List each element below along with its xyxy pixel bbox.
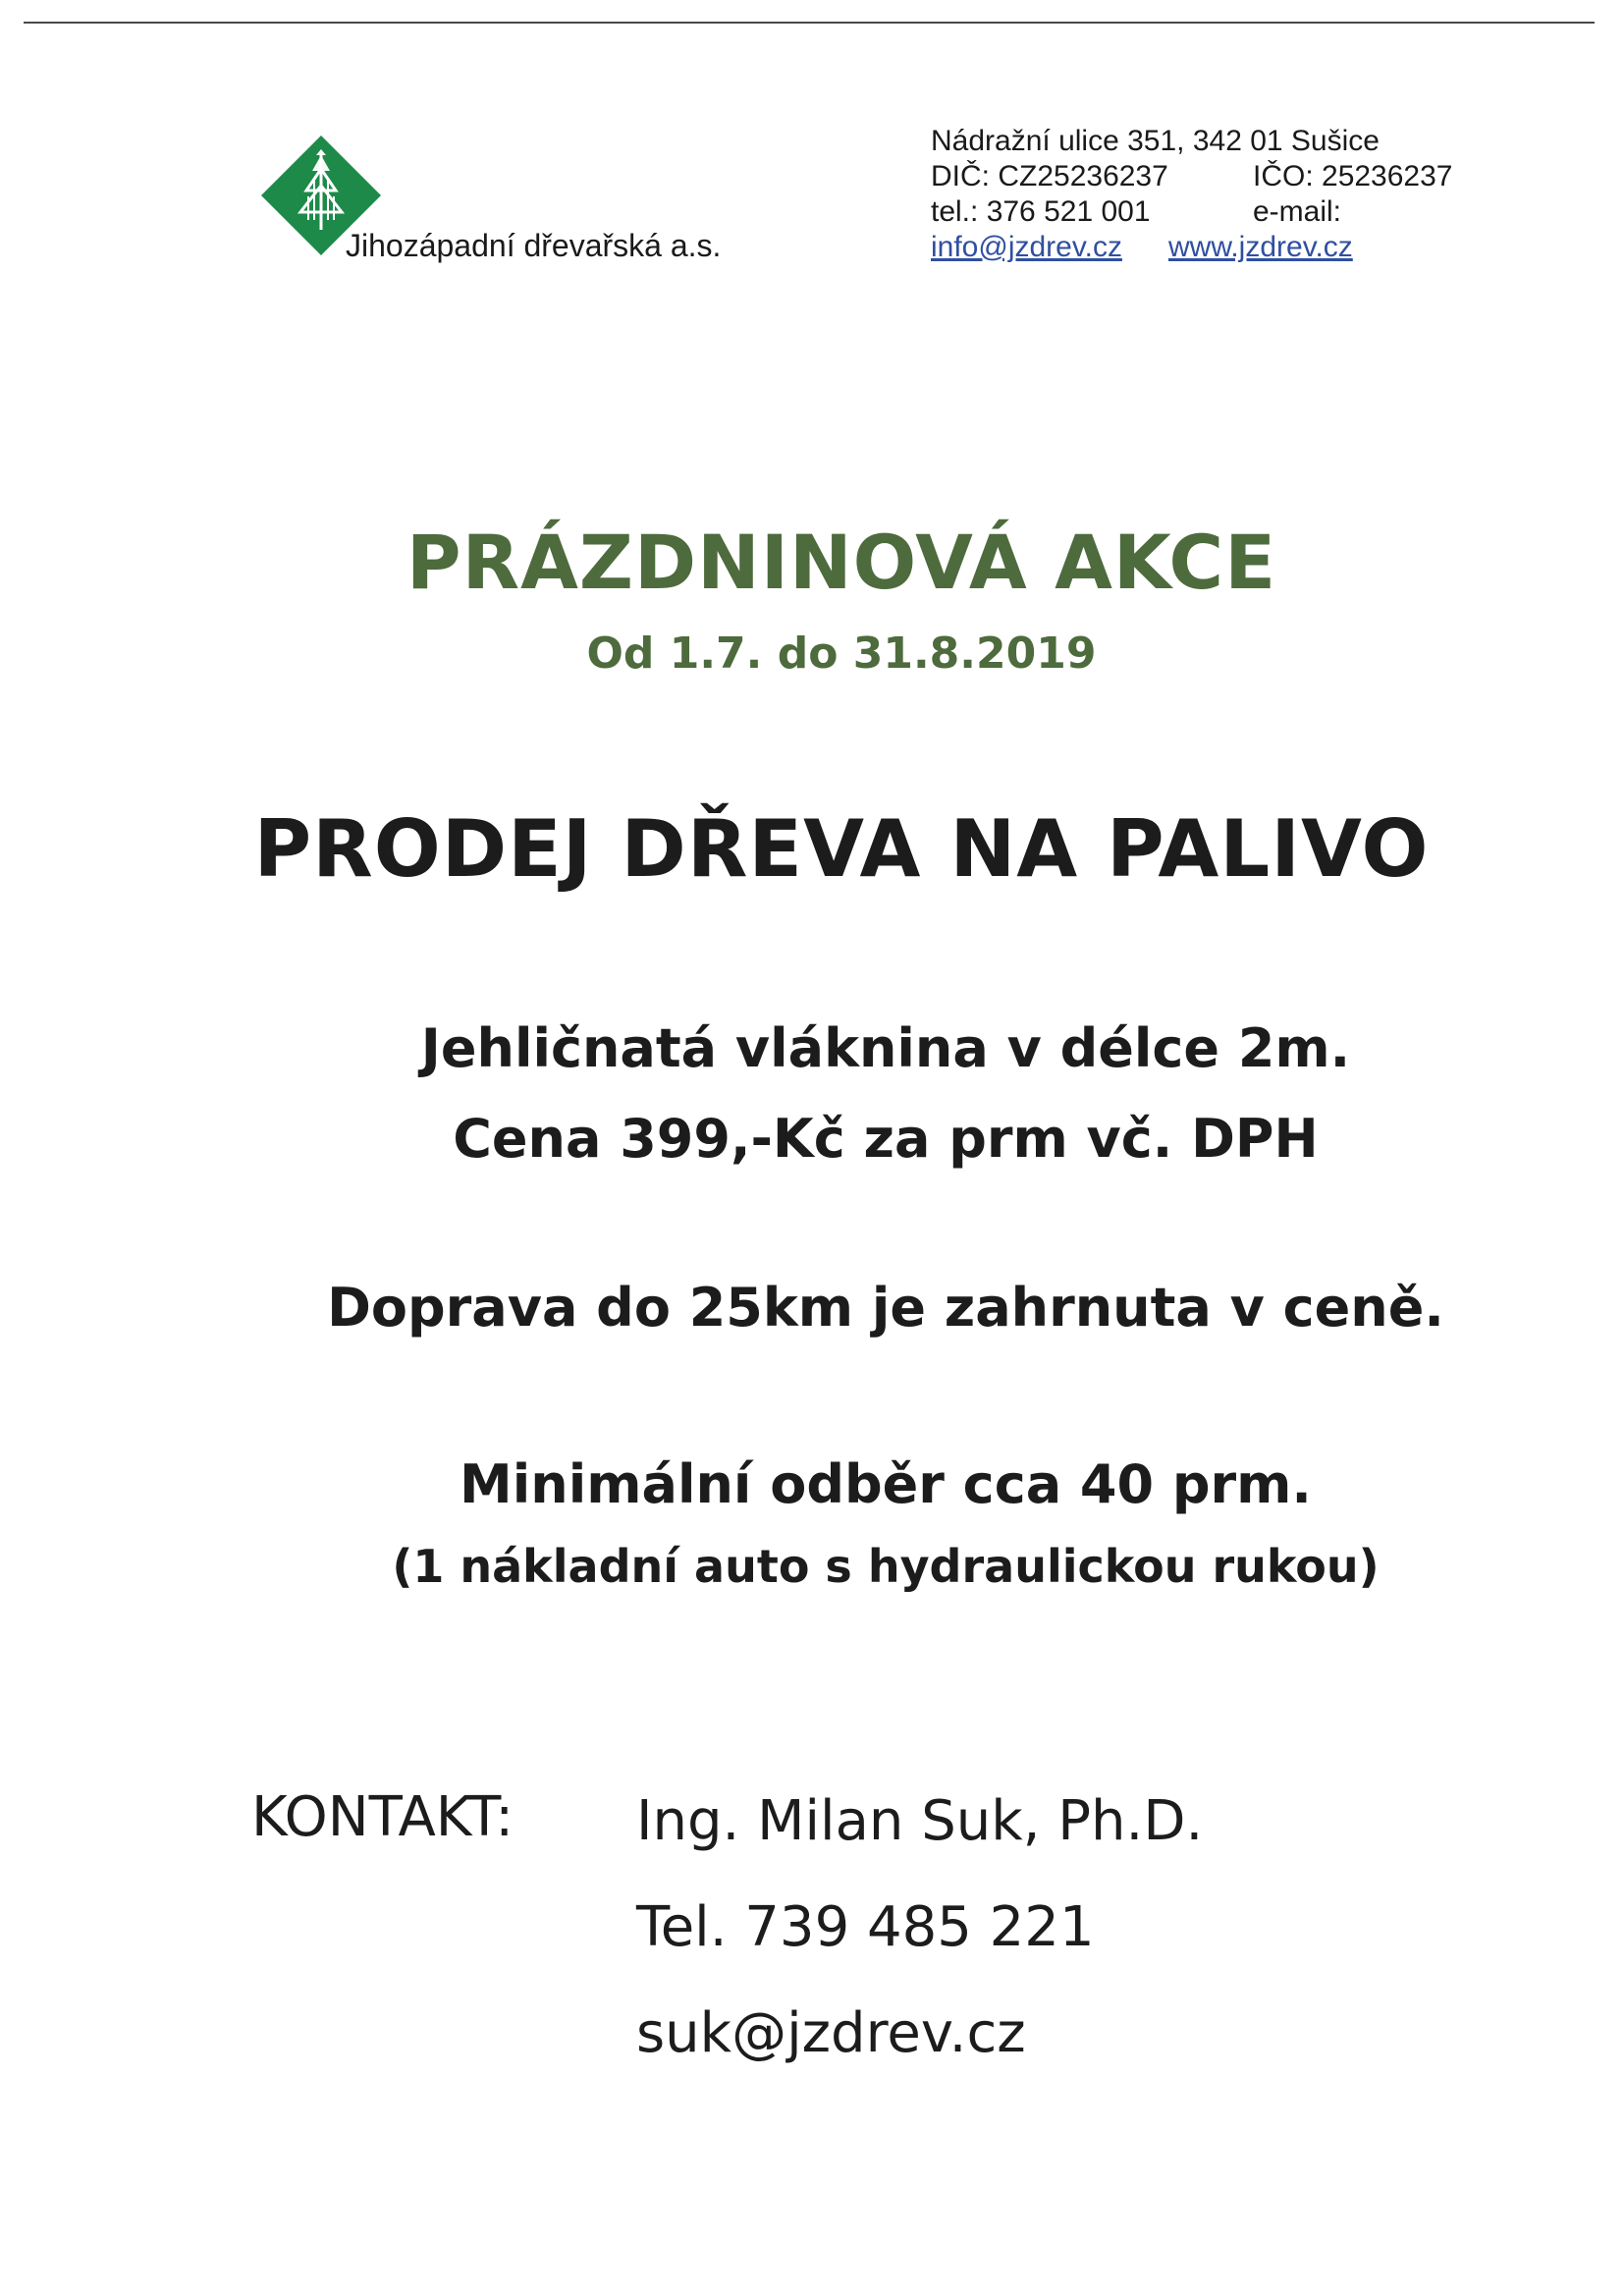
- dic: DIČ: CZ25236237: [931, 160, 1168, 192]
- promo-title: PRÁZDNINOVÁ AKCE: [406, 519, 1277, 606]
- offer-line-product: Jehličnatá vláknina v délce 2m.: [420, 1017, 1351, 1079]
- company-website-link[interactable]: www.jzdrev.cz: [1168, 231, 1353, 263]
- company-contact-block: [931, 124, 1540, 265]
- offer-line-transport: Doprava do 25km je zahrnuta v ceně.: [327, 1277, 1444, 1339]
- tax-ids-row: [931, 159, 1540, 194]
- contact-label: KONTAKT:: [251, 1785, 514, 1849]
- address-row: [931, 124, 1540, 159]
- phone-email-row: [931, 194, 1540, 230]
- offer-line-price: Cena 399,-Kč za prm vč. DPH: [453, 1108, 1319, 1170]
- contact-details: [636, 1785, 1203, 2104]
- contact-email[interactable]: suk@jzdrev.cz: [636, 2001, 1026, 2065]
- links-row: [931, 230, 1540, 265]
- offer-line-minimum: Minimální odběr cca 40 prm.: [460, 1453, 1312, 1515]
- address: Nádražní ulice 351, 342 01 Sušice: [931, 125, 1380, 157]
- company-name: Jihozápadní dřevařská a.s.: [346, 228, 722, 263]
- offer-line-note: (1 nákladní auto s hydraulickou rukou): [392, 1540, 1380, 1593]
- contact-name: Ing. Milan Suk, Ph.D.: [636, 1789, 1204, 1853]
- top-rule: [24, 22, 1595, 24]
- email-label: e-mail:: [1253, 195, 1342, 228]
- company-phone: tel.: 376 521 001: [931, 195, 1151, 228]
- company-email-link[interactable]: info@jzdrev.cz: [931, 231, 1122, 263]
- ico: IČO: 25236237: [1253, 160, 1453, 192]
- promo-dates: Od 1.7. do 31.8.2019: [586, 629, 1097, 679]
- offer-headline: PRODEJ DŘEVA NA PALIVO: [253, 803, 1430, 895]
- contact-phone: Tel. 739 485 221: [636, 1895, 1095, 1959]
